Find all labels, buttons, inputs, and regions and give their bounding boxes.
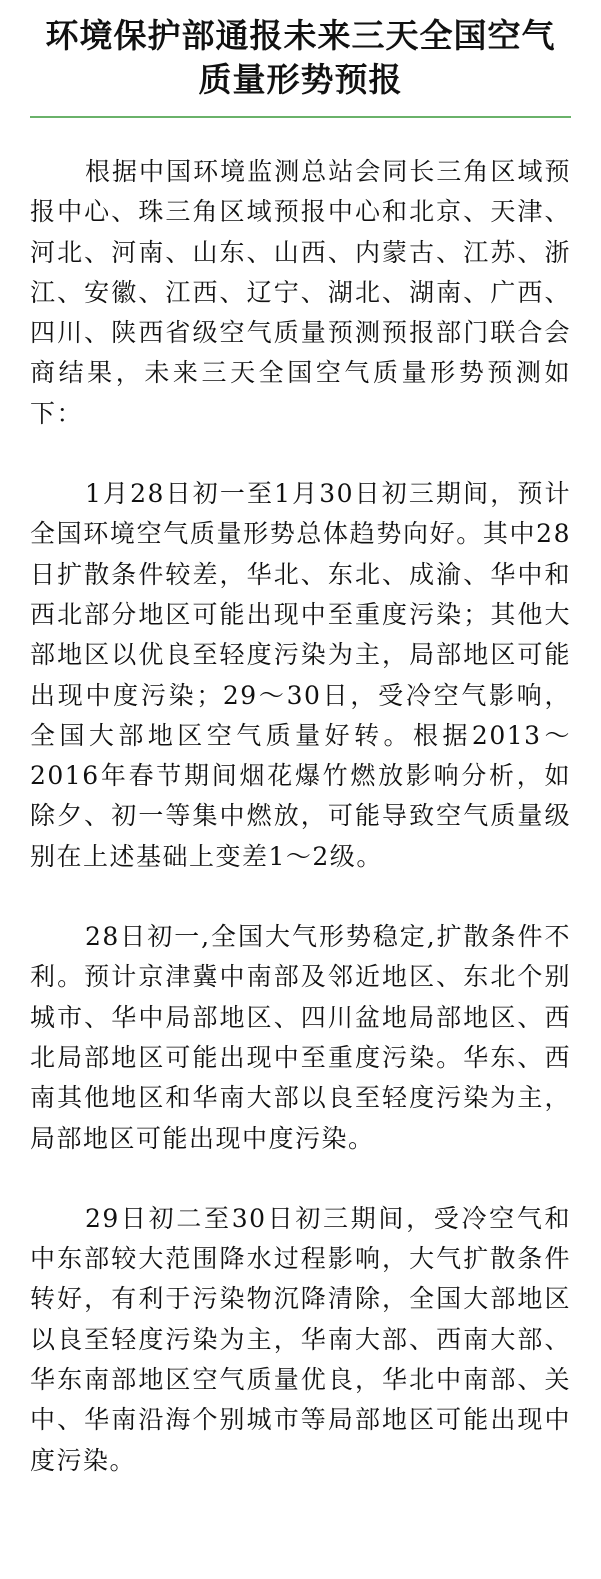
article-body <box>30 152 571 1481</box>
title-line-1: 环境保护部通报未来三天全国空气 <box>45 16 556 55</box>
paragraph-2: 1月28日初一至1月30日初三期间，预计全国环境空气质量形势总体趋势向好。其中28日扩散条件较差，华北、东北、成渝、华中和西北部分地区可能出现中至重度污染；其他大部地区以优良至轻度污染为主，局部地区可能出现中度污染；29～30日，受冷空气影响，全国大部地区空气质量好转。根据2013～2016年春节期间烟花爆竹燃放影响分析，如除夕、初一等集中燃放，可能导致空气质量级别在上述基础上变差1～2级。 <box>30 479 571 871</box>
title-line-2: 质量形势预报 <box>198 60 403 99</box>
paragraph-1: 根据中国环境监测总站会同长三角区域预报中心、珠三角区域预报中心和北京、天津、河北、河南、山东、山西、内蒙古、江苏、浙江、安徽、江西、辽宁、湖北、湖南、广西、四川、陕西省级空气质量预测预报部门联合会商结果，未来三天全国空气质量形势预测如下： <box>30 157 571 428</box>
paragraph-3: 28日初一,全国大气形势稳定,扩散条件不利。预计京津冀中南部及邻近地区、东北个别城市、华中局部地区、四川盆地局部地区、西北局部地区可能出现中至重度污染。华东、西南其他地区和华南大部以良至轻度污染为主，局部地区可能出现中度污染。 <box>30 922 571 1153</box>
paragraph-4: 29日初二至30日初三期间，受冷空气和中东部较大范围降水过程影响，大气扩散条件转好，有利于污染物沉降清除，全国大部地区以良至轻度污染为主，华南大部、西南大部、华东南部地区空气质量优良，华北中南部、关中、华南沿海个别城市等局部地区可能出现中度污染。 <box>30 1203 571 1475</box>
article-title <box>30 14 571 102</box>
title-divider <box>30 116 571 118</box>
